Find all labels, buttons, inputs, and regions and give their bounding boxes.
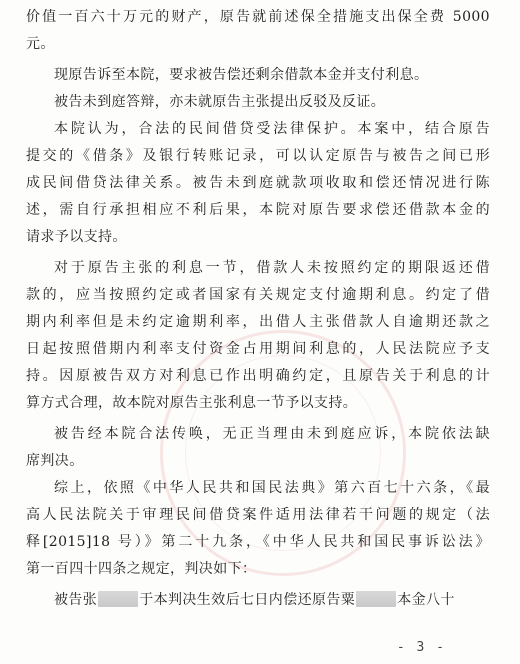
text-line: 本院认为，合法的民间借贷受法律保护。本案中，结合原告 [54, 121, 490, 137]
text-line: 述，需自行承担相应不利后果，本院对原告要求偿还借款本金的 [26, 202, 490, 218]
text-line: 综上，依照《中华人民共和国民法典》第六百七十六条，《最 [54, 480, 490, 496]
text-line: 元。 [26, 36, 55, 52]
text-line: 高人民法院关于审理民间借贷案件适用法律若干问题的规定（法 [26, 507, 490, 523]
verdict-text-part: 被告张 [54, 592, 98, 608]
paragraph-preservation-fee [26, 4, 490, 58]
text-line [26, 587, 490, 614]
paragraph-defendant-absence [26, 89, 490, 116]
redaction-mark [98, 591, 138, 607]
text-line: 算方式合理，故本院对原告主张利息一节予以支持。 [26, 395, 358, 411]
page-number: - 3 - [396, 640, 446, 655]
judgment-body [26, 4, 490, 614]
text-line: 款的，应当按照约定或者国家有关规定支付逾期利息。约定了借 [26, 287, 490, 303]
text-line: 期内利率但是未约定逾期利率，出借人主张借款人自逾期还款之 [26, 314, 490, 330]
verdict-text-part: 于本判决生效后七日内偿还原告粟 [139, 592, 356, 608]
text-line: 被告未到庭答辩，亦未就原告主张提出反驳及反证。 [54, 94, 386, 110]
paragraph-verdict [26, 587, 490, 614]
text-line: 日起按照借期内利率支付资金占用期间利息的，人民法院应予支 [26, 341, 490, 357]
text-line: 席判决。 [26, 453, 84, 469]
redaction-mark [356, 591, 396, 607]
paragraph-court-opinion [26, 116, 490, 251]
text-line: 价值一百六十万元的财产，原告就前述保全措施支出保全费 5000 [26, 9, 490, 25]
text-line: 第一百四十四条之规定，判决如下： [26, 561, 257, 577]
text-line: 现原告诉至本院，要求被告偿还剩余借款本金并支付利息。 [54, 67, 429, 83]
paragraph-claim [26, 62, 490, 89]
text-line: 对于原告主张的利息一节，借款人未按照约定的期限返还借 [54, 260, 490, 276]
paragraph-interest [26, 255, 490, 417]
text-line: 释[2015]18 号）》第二十九条，《中华人民共和国民事诉讼法》 [26, 534, 490, 550]
text-line: 被告经本院合法传唤，无正当理由未到庭应诉，本院依法缺 [54, 426, 490, 442]
text-line: 持。因原被告双方对利息已作出明确约定，且原告关于利息的计 [26, 368, 490, 384]
paragraph-default-judgment [26, 421, 490, 475]
verdict-text-part: 本金八十 [397, 592, 455, 608]
text-line: 成民间借贷法律关系。被告未到庭就款项收取和偿还情况进行陈 [26, 175, 490, 191]
text-line: 请求予以支持。 [26, 229, 127, 245]
text-line: 提交的《借条》及银行转账记录，可以认定原告与被告之间已形 [26, 148, 490, 164]
paragraph-legal-basis [26, 475, 490, 583]
